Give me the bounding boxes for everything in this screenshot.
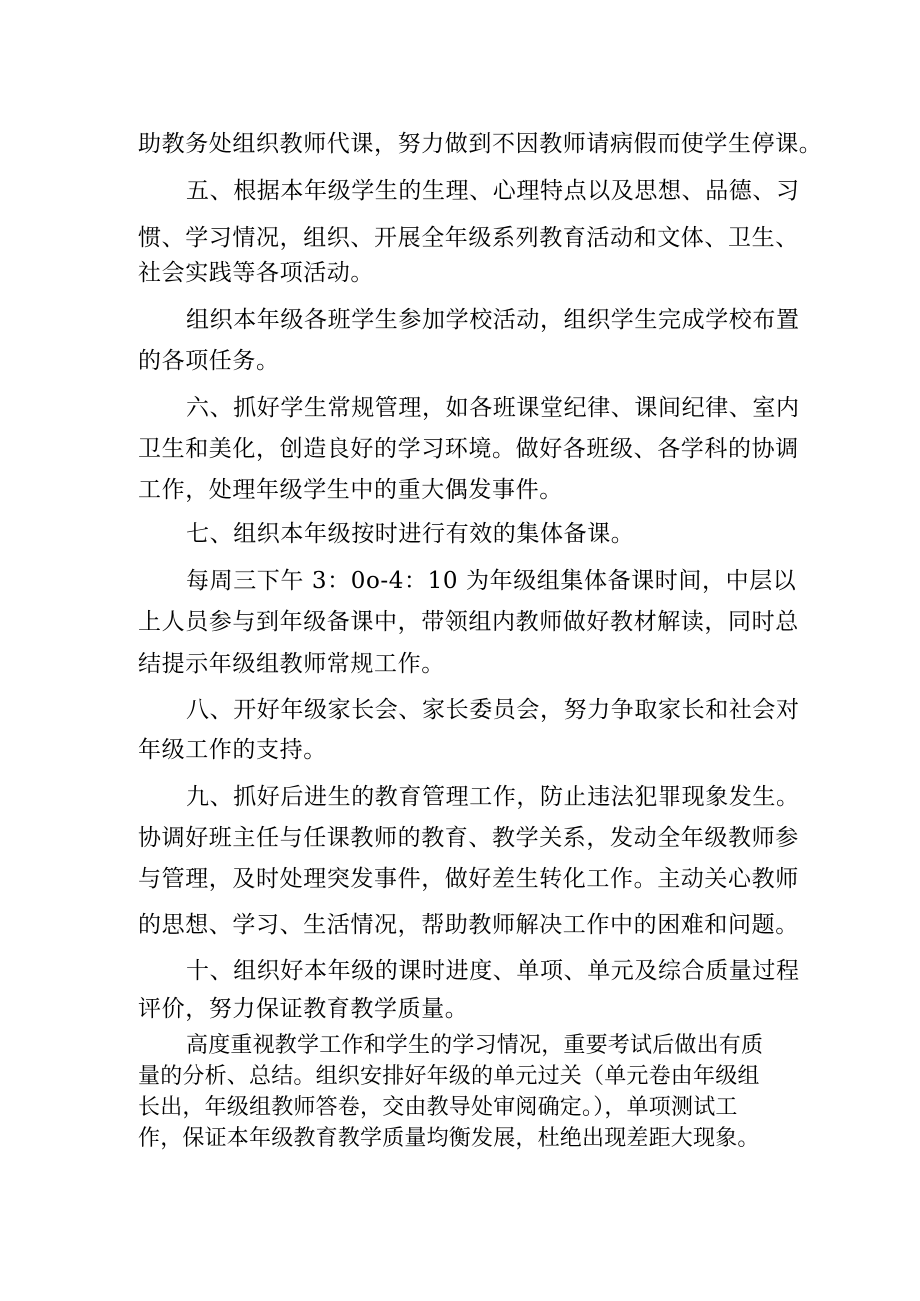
text-line: 卫生和美化，创造良好的学习环境。做好各班级、各学科的协调 — [138, 436, 799, 462]
text-line: 评价，努力保证教育教学质量。 — [138, 996, 469, 1022]
text-line: 九、抓好后进生的教育管理工作，防止违法犯罪现象发生。 — [186, 784, 800, 810]
text-line: 工作，处理年级学生中的重大偶发事件。 — [138, 477, 563, 503]
text-line: 社会实践等各项活动。 — [138, 260, 374, 286]
text-line: 与管理，及时处理突发事件，做好差生转化工作。主动关心教师 — [138, 866, 799, 892]
text-line: 的各项任务。 — [138, 348, 280, 374]
text-line: 组织本年级各班学生参加学校活动，组织学生完成学校布置 — [186, 307, 800, 333]
text-line: 八、开好年级家长会、家长委员会，努力争取家长和社会对 — [186, 697, 800, 723]
text-line: 长出，年级组教师答卷，交由教导处审阅确定。），单项测试工 — [138, 1095, 738, 1120]
text-line: 量的分析、总结。组织安排好年级的单元过关（单元卷由年级组 — [138, 1064, 760, 1089]
text-line: 协调好班主任与任课教师的教育、教学关系，发动全年级教师参 — [138, 825, 799, 851]
text-line: 作，保证本年级教育教学质量均衡发展，杜绝出现差距大现象。 — [138, 1126, 760, 1151]
text-line: 结提示年级组教师常规工作。 — [138, 651, 445, 677]
text-line: 七、组织本年级按时进行有效的集体备课。 — [186, 521, 635, 547]
text-line: 上人员参与到年级备课中，带领组内教师做好教材解读，同时总 — [138, 609, 799, 635]
text-line: 每周三下午 3：0o-4：10 为年级组集体备课时间，中层以 — [186, 568, 797, 594]
text-line: 年级工作的支持。 — [138, 737, 327, 763]
text-line: 助教务处组织教师代课，努力做到不因教师请病假而使学生停课。 — [138, 131, 823, 157]
text-line: 十、组织好本年级的课时进度、单项、单元及综合质量过程 — [186, 958, 800, 984]
text-line: 六、抓好学生常规管理，如各班课堂纪律、课间纪律、室内 — [186, 395, 800, 421]
text-line: 五、根据本年级学生的生理、心理特点以及思想、品德、习 — [186, 178, 800, 204]
text-line: 的思想、学习、生活情况，帮助教师解决工作中的困难和问题。 — [138, 912, 799, 938]
text-line: 惯、学习情况，组织、开展全年级系列教育活动和文体、卫生、 — [138, 225, 799, 251]
text-line: 高度重视教学工作和学生的学习情况，重要考试后做出有质 — [186, 1033, 764, 1058]
